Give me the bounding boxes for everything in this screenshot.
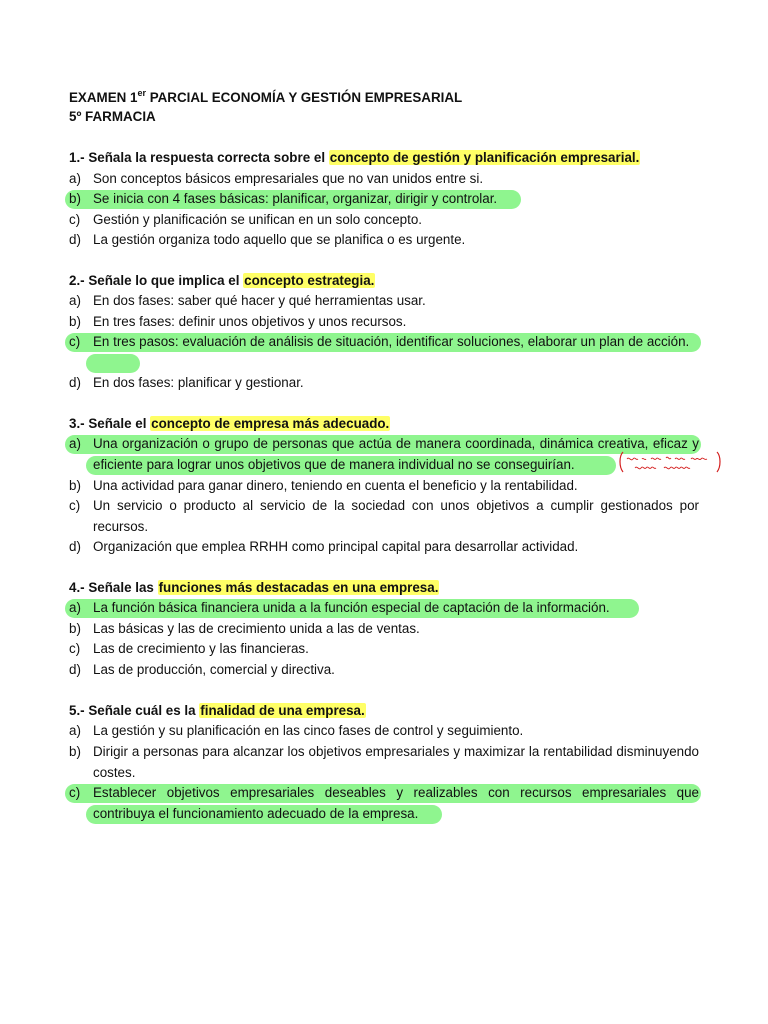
question-4-option-d[interactable]: d) Las de producción, comercial y directiva. (69, 662, 335, 677)
question-5-prompt: 5.- Señale cuál es la finalidad de una empresa. (69, 703, 365, 718)
question-4-option-a[interactable]: a) La función básica financiera unida a la función especial de captación de la información. (69, 600, 610, 615)
question-4-prompt: 4.- Señale las funciones más destacadas en una empresa. (69, 580, 439, 595)
question-2-option-b[interactable]: b) En tres fases: definir unos objetivos y unos recursos. (69, 314, 407, 329)
question-2-option-c[interactable]: c) En tres pasos: evaluación de análisis de situación, identificar soluciones, elaborar un plan de acción. (69, 334, 690, 349)
question-2-prompt: 2.- Señale lo que implica el concepto estrategia. (69, 273, 375, 288)
question-5-option-a[interactable]: a) La gestión y su planificación en las cinco fases de control y seguimiento. (69, 723, 524, 738)
topic-highlight: finalidad de una empresa. (200, 703, 365, 718)
question-3-option-b[interactable]: b) Una actividad para ganar dinero, teniendo en cuenta el beneficio y la rentabilidad. (69, 478, 578, 493)
question-5-option-c[interactable]: c) Establecer objetivos empresariales deseables y realizables con recursos empresariales que contribuya el funcionamiento adecuado de la empresa. (69, 785, 699, 821)
question-1-option-b[interactable]: b) Se inicia con 4 fases básicas: planificar, organizar, dirigir y controlar. (69, 191, 498, 206)
question-1-option-a[interactable]: a) Son conceptos básicos empresariales que no van unidos entre si. (69, 171, 484, 186)
question-1-option-c[interactable]: c) Gestión y planificación se unifican en un solo concepto. (69, 212, 423, 227)
question-4-option-c[interactable]: c) Las de crecimiento y las financieras. (69, 641, 309, 656)
handwritten-note-scribble (617, 450, 723, 474)
exam-title: EXAMEN 1er PARCIAL ECONOMÍA Y GESTIÓN EMPRESARIAL (69, 88, 463, 105)
question-3-option-c[interactable]: c) Un servicio o producto al servicio de la sociedad con unos objetivos a cumplir gestionados por recursos. (69, 498, 699, 534)
handwritten-note (617, 450, 723, 474)
topic-highlight: concepto de gestión y planificación empresarial. (329, 150, 640, 165)
answer-highlight-q2-line2 (86, 354, 140, 373)
question-3-option-a[interactable]: a) Una organización o grupo de personas que actúa de manera coordinada, dinámica creativa, eficaz y eficiente para lograr unos objetivos que de manera individual no se conseguirían. (69, 436, 699, 472)
question-2-option-a[interactable]: a) En dos fases: saber qué hacer y qué herramientas usar. (69, 293, 426, 308)
question-3-option-d[interactable]: d) Organización que emplea RRHH como principal capital para desarrollar actividad. (69, 539, 579, 554)
topic-highlight: concepto estrategia. (244, 273, 375, 288)
topic-highlight: concepto de empresa más adecuado. (151, 416, 390, 431)
topic-highlight: funciones más destacadas en una empresa. (158, 580, 439, 595)
exam-subtitle: 5º FARMACIA (69, 109, 156, 124)
question-1-option-d[interactable]: d) La gestión organiza todo aquello que se planifica o es urgente. (69, 232, 466, 247)
question-2-option-d[interactable]: d) En dos fases: planificar y gestionar. (69, 375, 304, 390)
question-1-prompt: 1.- Señala la respuesta correcta sobre el concepto de gestión y planificación empresarial. (69, 150, 640, 165)
question-3-prompt: 3.- Señale el concepto de empresa más adecuado. (69, 416, 390, 431)
question-5-option-b[interactable]: b) Dirigir a personas para alcanzar los objetivos empresariales y maximizar la rentabilidad disminuyendo costes. (69, 744, 699, 780)
question-4-option-b[interactable]: b) Las básicas y las de crecimiento unida a las de ventas. (69, 621, 420, 636)
